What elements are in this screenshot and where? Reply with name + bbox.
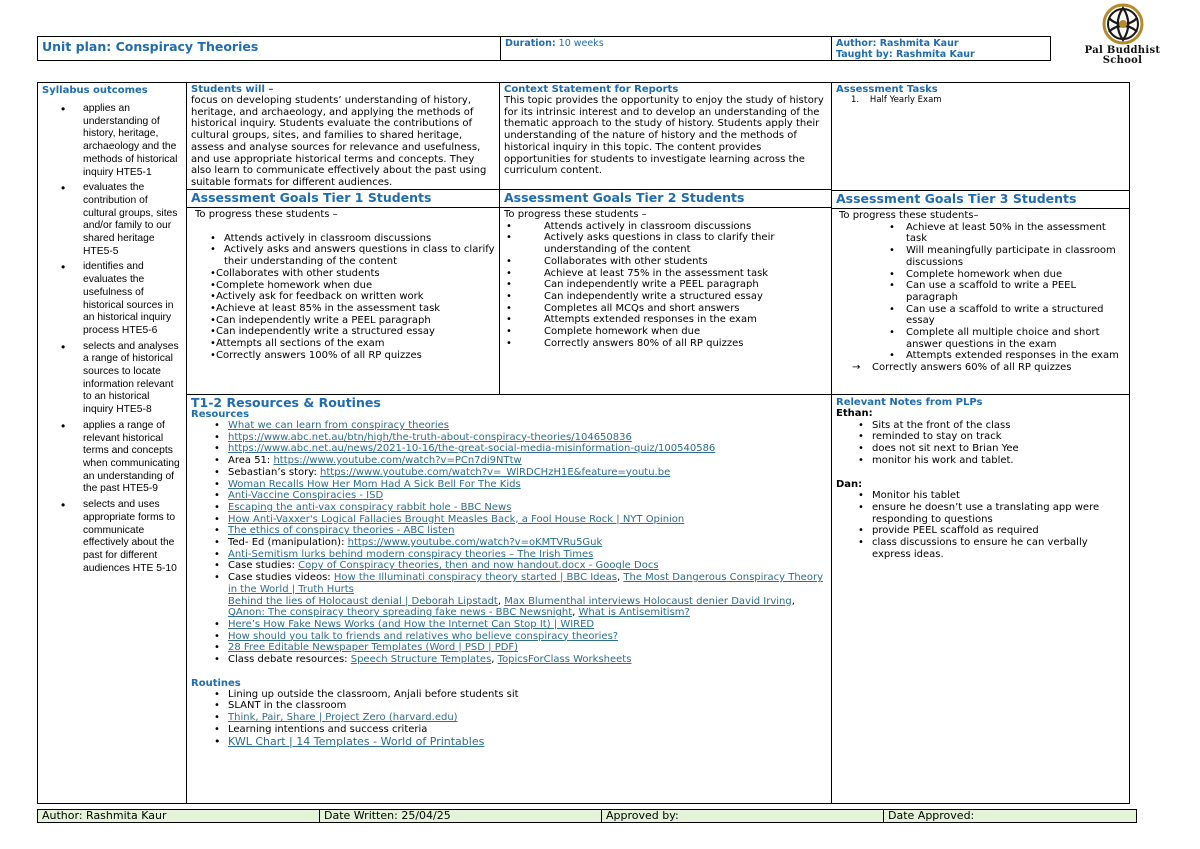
context-text: This topic provides the opportunity to enjoy the study of history for its intrinsic interest and to develop an understanding of the thematic approach to the study of history. Students apply their understanding of the nature of history and the methods of historical inquiry in this topic. The content provides opportunities for students to investigate learning across the curriculum content. [504, 95, 824, 177]
tier1-list [187, 233, 495, 362]
list-item: • monitor his work and tablet. [836, 455, 1126, 467]
resource-link[interactable]: 28 Free Editable Newspaper Templates (Word | PSD | PDF) [228, 642, 519, 654]
tier3-intro: To progress these students– [839, 210, 979, 221]
tier1-intro: To progress these students – [195, 209, 338, 220]
list-item: • Correctly answers 100% of all RP quizzes [187, 350, 495, 362]
resource-link[interactable]: QAnon: The conspiracy theory spreading fake news - BBC Newsnight [228, 607, 573, 619]
resource-link[interactable]: Speech Structure Templates [350, 654, 492, 666]
list-item: • Attempts extended responses in the exam [836, 350, 1126, 362]
resource-link[interactable]: Anti-Vaccine Conspiracies - ISD [228, 490, 384, 502]
list-item: • selects and uses appropriate forms to communicate effectively about the past for different audiences HTE 5-10 [42, 499, 182, 575]
school-name-line2: School [1102, 55, 1143, 66]
list-item [191, 631, 827, 643]
approval-footer [37, 809, 1137, 823]
list-item: • Sits at the front of the class [836, 420, 1126, 432]
school-logo [1060, 2, 1185, 72]
resource-link[interactable]: Copy of Conspiracy theories, then and now handout.docx - Google Docs [298, 560, 659, 572]
list-item [191, 560, 827, 572]
tier3-cell [832, 191, 1130, 395]
list-item: • Class debate resources: Speech Structure Templates, TopicsForClass Worksheets [191, 654, 827, 666]
tier3-list [836, 222, 1126, 374]
resource-link[interactable]: How the Illuminati conspiracy theory started | BBC Ideas [333, 572, 618, 584]
resource-label: Case studies videos: [228, 572, 334, 584]
list-item: • Attempts extended responses in the exam [504, 314, 827, 326]
footer-date-approved: Date Approved: [888, 809, 975, 822]
plp-notes-list [836, 420, 1126, 467]
resource-link[interactable]: How should you talk to friends and relatives who believe conspiracy theories? [228, 630, 619, 642]
kwl-chart-link[interactable]: KWL Chart | 14 Templates - World of Printables [228, 734, 485, 748]
school-name-line1: Pal Buddhist [1084, 45, 1161, 56]
context-heading: Context Statement for Reports [504, 84, 679, 95]
list-item [191, 443, 827, 455]
assessment-tasks-cell [832, 83, 1130, 191]
list-item [191, 537, 827, 549]
resource-link[interactable]: The Most Dangerous Conspiracy Theory in the World | Truth Hurts [228, 572, 823, 595]
list-item: • Learning intentions and success criteria [191, 724, 827, 736]
list-item-text: Actively asks and answers questions in class to clarify their understanding of the content [224, 244, 495, 268]
resources-list [191, 420, 827, 666]
assessment-task-item: 1. Half Yearly Exam [851, 95, 942, 105]
resource-label: Sebastian’s story: [228, 466, 321, 478]
students-will-text: focus on developing students’ understanding of history, heritage, and archaeology, and applying the methods of historical inquiry. Students evaluate the contributions of cultural groups, sites, and families to shared heritage, assess and analyse sources for relevance and usefulness, and use appropriate historical terms and concepts. They also learn to communicate effectively about the past using suitable formats for different audiences. [191, 95, 487, 188]
list-item: • Attends actively in classroom discussions [504, 221, 827, 233]
resource-link[interactable]: Max Blumenthal interviews Holocaust denier David Irving [504, 595, 792, 607]
list-item: • Attempts all sections of the exam [187, 338, 495, 350]
tier2-body [500, 208, 831, 350]
list-item: • Case studies videos: How the Illuminati conspiracy theory started | BBC Ideas, The Most Dangerous Conspiracy Theory in the World | Truth Hurts Behind the lies of Holocaust denial | Deborah Lipstadt, Max Blumenthal interviews Holocaust denier David Irving, QAnon: The conspiracy theory spreading fake news - BBC Newsnight, What is Antisemitism? [191, 572, 827, 619]
list-item [191, 455, 827, 467]
taught-by: Taught by: Rashmita Kaur [836, 49, 975, 60]
tier2-list [504, 221, 827, 350]
list-item: • evaluates the contribution of cultural groups, sites and/or family to our shared heritage HTE5-5 [42, 182, 182, 258]
list-item: • Will meaningfully participate in classroom discussions [836, 245, 1126, 268]
footer-date-written: Date Written: 25/04/25 [320, 810, 602, 822]
list-item: • Can independently write a structured essay [504, 291, 827, 303]
list-item: • Complete homework when due [504, 326, 827, 338]
list-item [191, 736, 827, 748]
resource-link[interactable]: Behind the lies of Holocaust denial | Deborah Lipstadt [228, 595, 498, 607]
list-item: • identifies and evaluates the usefulness of historical sources in an historical inquiry process HTE5-6 [42, 261, 182, 337]
author: Author: Rashmita Kaur [836, 38, 959, 49]
list-item: • does not sit next to Brian Yee [836, 443, 1126, 455]
list-item: • Complete homework when due [187, 280, 495, 292]
unit-plan-header [37, 36, 1051, 61]
resource-label: Case studies: [228, 560, 299, 572]
tier1-cell [187, 190, 500, 395]
list-item: • applies an understanding of history, heritage, archaeology and the methods of historical inquiry HTE5-1 [42, 103, 182, 179]
list-item: • Monitor his tablet [836, 490, 1126, 502]
list-item: • Completes all MCQs and short answers [504, 303, 827, 315]
list-item: • Can independently write a PEEL paragraph [187, 315, 495, 327]
resource-label: Area 51: [228, 455, 274, 467]
list-item [191, 502, 827, 514]
tier3-body [832, 209, 1130, 375]
routine-link[interactable]: Think, Pair, Share | Project Zero (harvard.edu) [228, 712, 458, 724]
list-item: • Actively ask for feedback on written work [187, 291, 495, 303]
resource-link[interactable]: https://www.abc.net.au/news/2021-10-16/the-great-social-media-misinformation-quiz/100540586 [228, 443, 716, 455]
footer-approved-by: Approved by: [602, 810, 884, 822]
list-item [191, 420, 827, 432]
tier3-heading: Assessment Goals Tier 3 Students [832, 191, 1130, 209]
resource-link[interactable]: Here’s How Fake News Works (and How the Internet Can Stop It) | WIRED [228, 618, 595, 630]
list-item: • Correctly answers 80% of all RP quizzes [504, 338, 827, 350]
list-item: • Attends actively in classroom discussions [187, 233, 495, 245]
resource-link[interactable]: Woman Recalls How Her Mom Had A Sick Bell For The Kids [228, 478, 521, 490]
list-item: • Achieve at least 50% in the assessment task [836, 222, 1126, 245]
students-will-cell [187, 83, 500, 190]
list-item: • SLANT in the classroom [191, 700, 827, 712]
duration-value: 10 weeks [555, 38, 604, 49]
routines-list [191, 689, 827, 748]
assessment-tasks-heading: Assessment Tasks [836, 84, 938, 95]
list-item [187, 244, 495, 267]
list-item: • Collaborates with other students [504, 256, 827, 268]
list-item: • Achieve at least 85% in the assessment task [187, 303, 495, 315]
plp-notes-cell [832, 395, 1130, 804]
list-item: • provide PEEL scaffold as required [836, 525, 1126, 537]
resources-subheading: Resources [191, 409, 250, 420]
list-item [191, 490, 827, 502]
plp-heading: Relevant Notes from PLPs [836, 397, 983, 408]
list-item [191, 479, 827, 491]
resource-link[interactable]: Escaping the anti-vax conspiracy rabbit hole - BBC News [228, 501, 512, 513]
list-item: • selects and analyses a range of historical sources to locate information relevant to an historical inquiry HTE5-8 [42, 341, 182, 417]
resource-link[interactable]: https://www.youtube.com/watch?v=_WlRDCHzH1E&feature=youtu.be [320, 466, 671, 478]
tier1-body [187, 208, 499, 362]
assessment-task-name: Half Yearly Exam [869, 95, 942, 105]
list-item [191, 467, 827, 479]
resource-link[interactable]: What is Antisemitism? [578, 607, 690, 619]
list-item [191, 712, 827, 724]
list-item: • Can use a scaffold to write a structured essay [836, 304, 1126, 327]
list-item [191, 642, 827, 654]
tier2-heading: Assessment Goals Tier 2 Students [500, 190, 831, 208]
resource-link[interactable]: https://www.youtube.com/watch?v=oKMTVRu5Guk [347, 537, 603, 549]
author-info [832, 37, 1050, 60]
resource-link[interactable]: How Anti-Vaxxer's Logical Fallacies Brought Measles Back, a Fool House Rock | NYT Opinion [228, 513, 685, 525]
plp-student-name: Dan: [836, 478, 863, 490]
list-item: → Correctly answers 60% of all RP quizzes [836, 362, 1126, 374]
resources-routines-cell [187, 395, 832, 804]
list-item: • Collaborates with other students [187, 268, 495, 280]
plp-student-name: Ethan: [836, 408, 873, 419]
list-item [191, 514, 827, 526]
list-item: • Complete homework when due [836, 269, 1126, 281]
list-item: • reminded to stay on track [836, 431, 1126, 443]
resource-link[interactable]: https://www.abc.net.au/btn/high/the-truth-about-conspiracy-theories/104650836 [228, 431, 632, 443]
list-item: • Actively asks questions in class to clarify their understanding of the content [504, 232, 827, 255]
unit-plan-table [37, 82, 1130, 804]
resource-link[interactable]: Anti-Semitism lurks behind modern conspiracy theories – The Irish Times [228, 548, 594, 560]
list-item: • Can use a scaffold to write a PEEL paragraph [836, 280, 1126, 303]
list-item: • class discussions to ensure he can verbally express ideas. [836, 537, 1126, 560]
list-item: • Achieve at least 75% in the assessment task [504, 268, 827, 280]
list-item [191, 432, 827, 444]
school-crest-icon [1100, 2, 1146, 46]
list-item [191, 549, 827, 561]
syllabus-heading: Syllabus outcomes [42, 85, 148, 96]
resource-link[interactable]: https://www.youtube.com/watch?v=PCn7di9NTtw [273, 455, 522, 467]
resource-link[interactable]: The ethics of conspiracy theories - ABC listen [228, 525, 455, 537]
tier2-cell [500, 190, 832, 395]
duration-label: Duration: [505, 38, 556, 49]
context-statement-cell [500, 83, 832, 190]
plp-notes-list [836, 490, 1126, 560]
list-item: • Lining up outside the classroom, Anjali before students sit [191, 689, 827, 701]
list-item: • ensure he doesn’t use a translating app were responding to questions [836, 502, 1126, 525]
list-item [191, 619, 827, 631]
list-item: • Can independently write a structured essay [187, 326, 495, 338]
syllabus-outcomes-cell [38, 83, 187, 804]
routines-subheading: Routines [191, 677, 241, 689]
resource-link[interactable]: TopicsForClass Worksheets [497, 654, 632, 666]
tier1-heading: Assessment Goals Tier 1 Students [187, 190, 499, 208]
students-will-heading: Students will – [191, 84, 274, 95]
resource-label: Class debate resources: [228, 654, 351, 666]
list-item: • Can independently write a PEEL paragraph [504, 279, 827, 291]
list-item [191, 525, 827, 537]
list-item: • Complete all multiple choice and short answer questions in the exam [836, 327, 1126, 350]
resource-link[interactable]: What we can learn from conspiracy theories [228, 420, 449, 431]
unit-title: Unit plan: Conspiracy Theories [38, 37, 501, 60]
footer-author: Author: Rashmita Kaur [38, 810, 320, 822]
list-item: • applies a range of relevant historical terms and concepts when communicating an understanding of the past HTE5-9 [42, 420, 182, 496]
duration [501, 37, 832, 60]
resources-heading: T1-2 Resources & Routines [191, 395, 381, 410]
tier2-intro: To progress these students – [504, 209, 647, 220]
syllabus-list [42, 103, 182, 575]
resource-label: Ted- Ed (manipulation): [228, 537, 348, 549]
